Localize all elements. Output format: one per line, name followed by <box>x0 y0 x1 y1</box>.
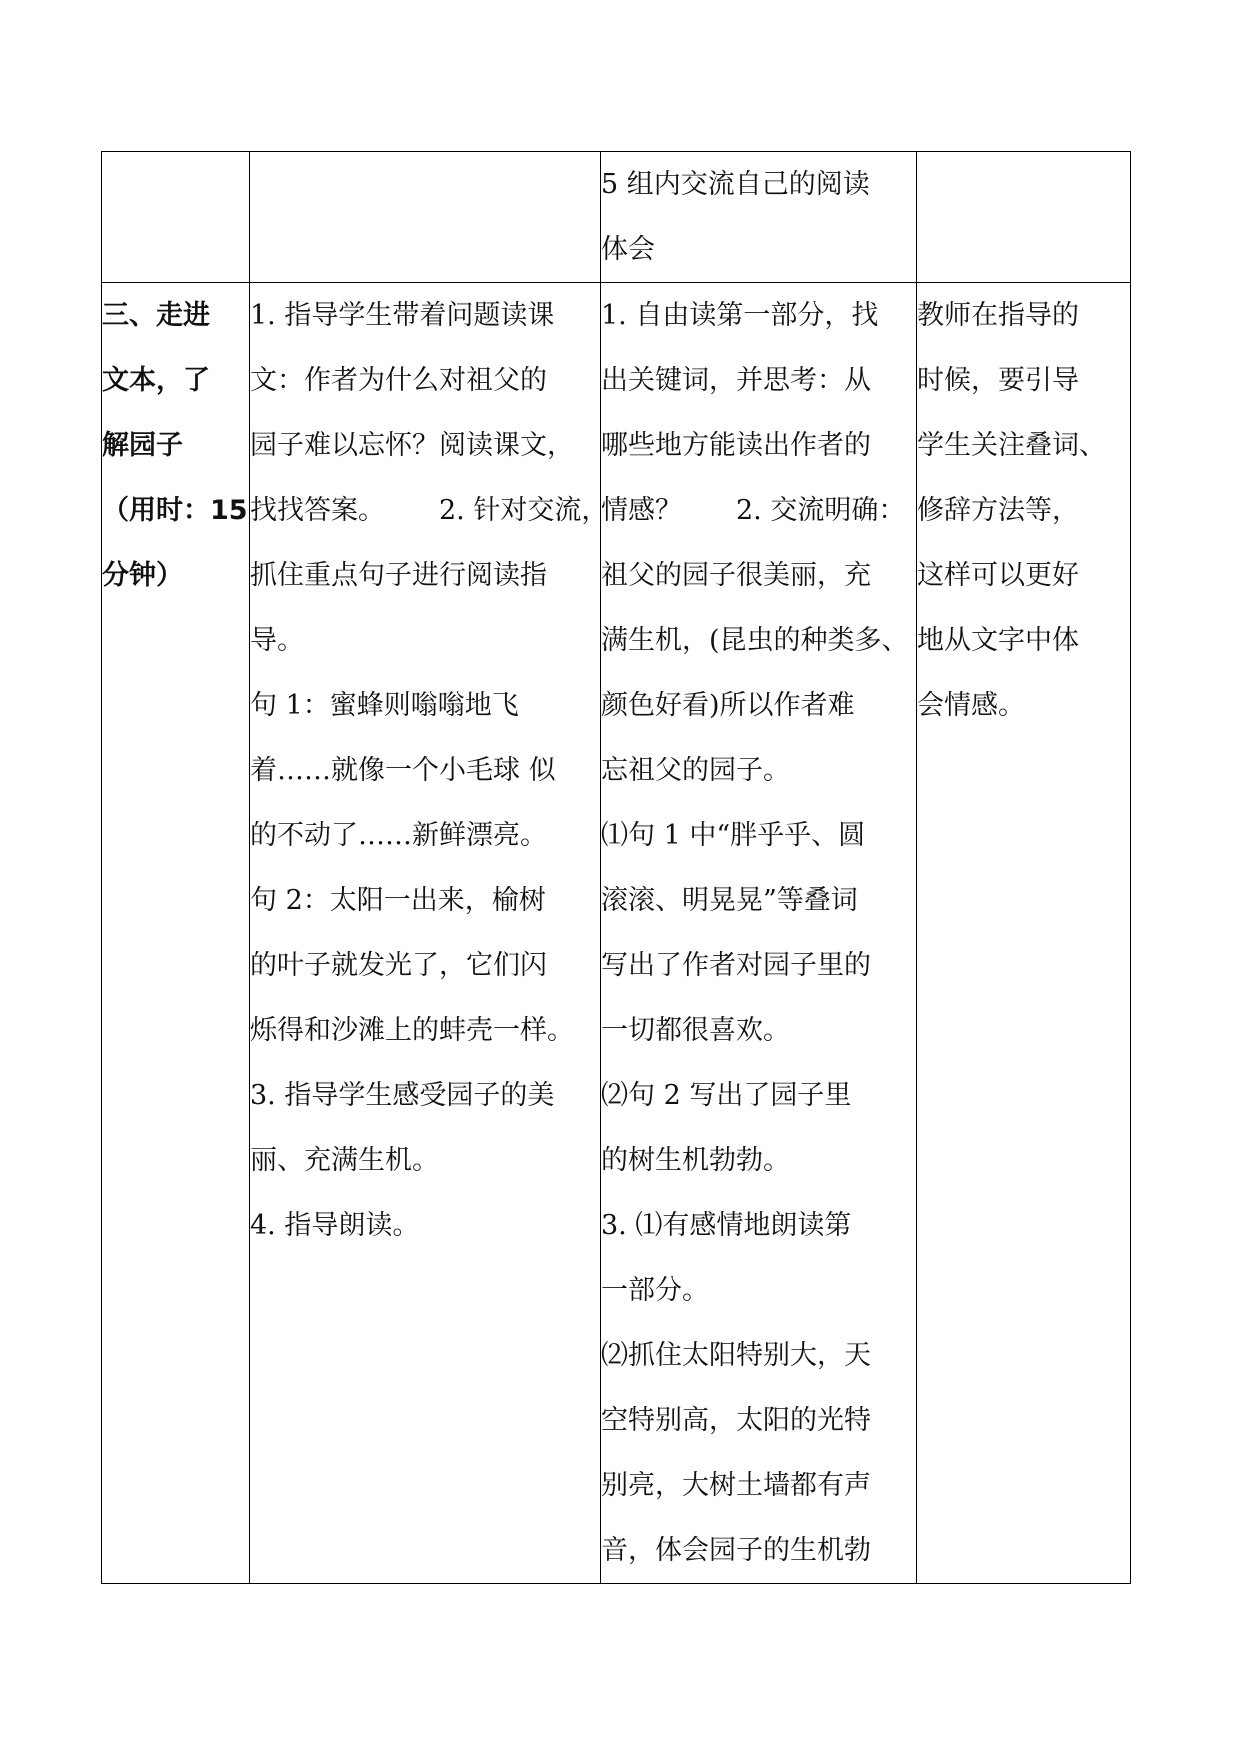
stage-label-line: 文本，了 <box>102 365 210 396</box>
text-line: 抓住重点句子进行阅读指 <box>250 560 547 591</box>
stage-cell <box>102 152 250 283</box>
table-row <box>102 283 1131 1584</box>
teacher-activity-cell <box>250 152 601 283</box>
text-line: 园子难以忘怀？阅读课文， <box>250 430 574 461</box>
text-line: 这样可以更好 <box>917 560 1079 591</box>
stage-label-line: 三、走进 <box>102 300 210 331</box>
text-line: 1. 自由读第一部分，找 <box>601 300 879 331</box>
text-line: 导。 <box>250 625 304 656</box>
text-line: 1. 指导学生带着问题读课 <box>250 300 555 331</box>
text-span: 2. 交流明确： <box>736 495 906 526</box>
text-line: 的叶子就发光了，它们闪 <box>250 950 547 981</box>
text-line: 别亮，大树土墙都有声 <box>601 1470 871 1501</box>
text-line: 颜色好看)所以作者难 <box>601 690 855 721</box>
text-span: 找找答案。 <box>250 495 385 526</box>
stage-label-line: 分钟） <box>102 560 183 591</box>
student-activity-cell <box>601 152 917 283</box>
text-line: 文：作者为什么对祖父的 <box>250 365 547 396</box>
text-line: 空特别高，太阳的光特 <box>601 1405 871 1436</box>
text-line: 出关键词，并思考：从 <box>601 365 871 396</box>
text-line: 满生机，(昆虫的种类多、 <box>601 625 909 656</box>
text-line: 一部分。 <box>601 1275 709 1306</box>
text-line: 句 2：太阳一出来，榆树 <box>250 885 546 916</box>
text-line: 4. 指导朗读。 <box>250 1210 420 1241</box>
text-line: 的不动了……新鲜漂亮。 <box>250 820 547 851</box>
text-line: 3. ⑴有感情地朗读第 <box>601 1210 852 1241</box>
stage-cell <box>102 283 250 1584</box>
text-line: 学生关注叠词、 <box>917 430 1106 461</box>
text-line <box>601 478 916 543</box>
text-line: 滚滚、明晃晃”等叠词 <box>601 885 858 916</box>
text-span: 2. 针对交流， <box>439 495 609 526</box>
text-line: 写出了作者对园子里的 <box>601 950 871 981</box>
design-intent-cell <box>917 152 1131 283</box>
text-line: 教师在指导的 <box>917 300 1079 331</box>
stage-label-line: （用时：15 <box>102 495 248 526</box>
stage-label-line: 解园子 <box>102 430 183 461</box>
text-line: 地从文字中体 <box>917 625 1079 656</box>
lesson-plan-table <box>101 151 1131 1584</box>
text-line: 句 1：蜜蜂则嗡嗡地飞 <box>250 690 519 721</box>
text-line: 音，体会园子的生机勃 <box>601 1535 871 1566</box>
text-line: 会情感。 <box>917 690 1025 721</box>
design-intent-cell <box>917 283 1131 1584</box>
text-line: ⑵抓住太阳特别大，天 <box>601 1340 871 1371</box>
text-line: 祖父的园子很美丽，充 <box>601 560 871 591</box>
text-line: 5 组内交流自己的阅读 <box>601 169 870 200</box>
text-line: 哪些地方能读出作者的 <box>601 430 871 461</box>
student-activity-cell <box>601 283 917 1584</box>
text-line: 烁得和沙滩上的蚌壳一样。 <box>250 1015 574 1046</box>
text-span: 情感？ <box>601 495 682 526</box>
text-line: 忘祖父的园子。 <box>601 755 790 786</box>
text-line: 3. 指导学生感受园子的美 <box>250 1080 555 1111</box>
text-line: 丽、充满生机。 <box>250 1145 439 1176</box>
text-line: 修辞方法等， <box>917 495 1079 526</box>
text-line: 体会 <box>601 234 655 265</box>
text-line: 着……就像一个小毛球 似 <box>250 755 556 786</box>
text-line: ⑵句 2 写出了园子里 <box>601 1080 852 1111</box>
teacher-activity-cell <box>250 283 609 1584</box>
text-line <box>250 478 609 543</box>
text-line: 一切都很喜欢。 <box>601 1015 790 1046</box>
text-line: ⑴句 1 中“胖乎乎、圆 <box>601 820 866 851</box>
table-row <box>102 152 1131 283</box>
text-line: 的树生机勃勃。 <box>601 1145 790 1176</box>
text-line: 时候，要引导 <box>917 365 1079 396</box>
